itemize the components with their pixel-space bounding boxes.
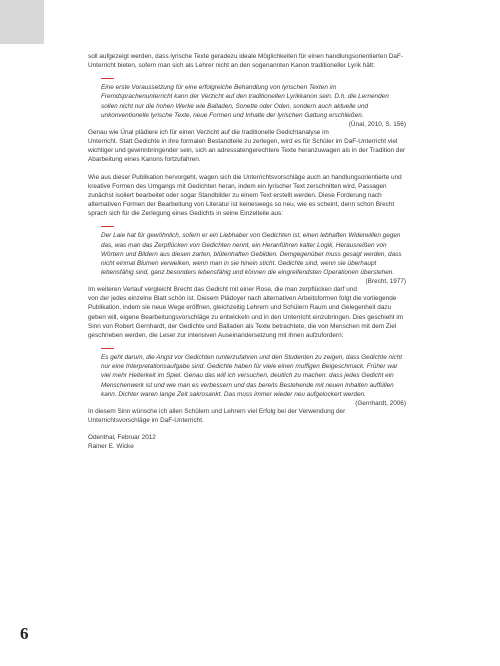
blockquote-brecht — [101, 226, 406, 286]
blockquote-uenal — [101, 78, 406, 128]
quote-rule — [101, 78, 114, 79]
paragraph-4: Im weiteren Verlauf vergleicht Brecht das Gedicht mit einer Rose, die man zerpflücken darf und von der jedes einzelne Blatt schön ist. Diesem Plädoyer nach alternativen Arbeitsformen folgt die vorliegende Publikation, indem sie neue Wege eröffnen, gleichzeitig Lehrern und Schülern Raum und Gelegenheit dazu geben will, eigene Bearbeitungsvorschläge zu entwickeln und in den Unterricht einzubringen. Dies geschieht im Sinn von Robert Gernhardt, der Gedichte und Balladen als Texte betrachtete, die von Menschen mit dem Ziel geschrieben werden, die Leser zur intensiven Auseinandersetzung mit ihnen aufzufordern: — [88, 286, 404, 339]
page-number: 6 — [20, 624, 29, 643]
quote-text: Der Laie hat für gewöhnlich, sofern er ein Liebhaber von Gedichten ist, einen lebhaften Widerwillen gegen das, was man das Zerpflücken von Gedichten nennt, ein Heranführen kalter Logik, Herausreißen von Wörtern und Bildern aus diesen zarten, blütenhaften Gebilden. Demgegenüber muss gesagt werden, dass nicht einmal Blumen verwelken, wenn man in sie hinein sticht. Gedichte sind, wenn sie überhaupt lebensfähig sind, ganz besonders lebensfähig und können die eingreifendsten Operationen überstehen. (Brecht, 1977) — [101, 232, 406, 286]
quote-citation: (Brecht, 1977) — [365, 278, 406, 286]
author-name: Rainer E. Wicke — [88, 443, 134, 451]
quote-citation: (Gernhardt, 2006) — [355, 399, 406, 407]
signature-block — [88, 433, 410, 451]
paragraph-5: In diesem Sinn wünsche ich allen Schülern und Lehrern viel Erfolg bei der Verwendung der Unterrichtsvorschläge im DaF-Unterricht. — [88, 407, 346, 424]
quote-text: Es geht darum, die Angst vor Gedichten runterzufahren und den Studenten zu zeigen, dass Gedichte nicht nur eine Interpretationsaufgabe sind. Gedichte haben für viele einen muffigen Beigeschmack. Früher war viel mehr Heiterkeit im Spiel. Genau das will ich versuchen, deutlich zu machen: dass jedes Gedicht ein Menschenwerk ist und wie man es verbessern und das bereits Bestehende mit neuen Inhalten auffüllen kann. Dichter waren lange Zeit sakrosankt. Das muss immer wieder neu aufgelockert werden. (Gernhardt, 2006) — [101, 354, 406, 407]
blockquote-gernhardt — [101, 348, 406, 407]
paragraph-2: Genau wie Ünal plädiere ich für einen Verzicht auf die traditionelle Gedichtanalyse im Unterricht. Statt Gedichte in ihre formalen Bestandteile zu zerlegen, wird es für Schüler im DaF-Unterricht viel wichtiger und gewinnbringender sein, sich an adressatengerechtere Texte heranzuwagen als in der Tradition der Abarbeitung eines Kanons fortzufahren. — [88, 128, 406, 164]
quote-text: Eine erste Voraussetzung für eine erfolgreiche Behandlung von lyrischen Texten im Fremdsprachenunterricht kann der Verzicht auf den traditionellen Lyrikkanon sein. D.h. die Lernenden sollen nicht nur die hohen Werke wie Balladen, Sonette oder Oden, sondern auch aktuelle und unkonventionelle lyrische Texte, neue Formen und Inhalte der lyrischen Gattung erschließen. (Ünal, 2010, S. 156) — [101, 84, 406, 128]
quote-rule — [101, 226, 114, 227]
quote-rule — [101, 348, 114, 349]
place-date: Odenthal, Februar 2012 — [88, 434, 156, 442]
quote-citation: (Ünal, 2010, S. 156) — [348, 120, 406, 128]
page-body — [88, 52, 410, 451]
corner-decoration — [0, 0, 44, 44]
paragraph-3: Wie aus dieser Publikation hervorgeht, wagen sich die Unterrichtsvorschläge auch an handlungsorientierte und kreative Formen des Umgangs mit Gedichten heran, indem ein lyrischer Text zerschnitten wird, Passagen zunächst isoliert bearbeitet oder sogar Standbilder zu einem Text erstellt werden. Diese Forderung nach alternativen Formen der Bearbeitung von Literatur ist keineswegs so neu, wie es scheint, denn schon Brecht sprach sich für die Zerlegung eines Gedichts in seine Einzelteile aus: — [88, 173, 402, 218]
paragraph-intro: soll aufgezeigt werden, dass lyrische Texte geradezu ideale Möglichkeiten für einen handlungsorientierten DaF-Unterricht bieten, sofern man sich als Lehrer nicht an den sogenannten Kanon traditioneller Lyrik hält: — [88, 53, 403, 70]
